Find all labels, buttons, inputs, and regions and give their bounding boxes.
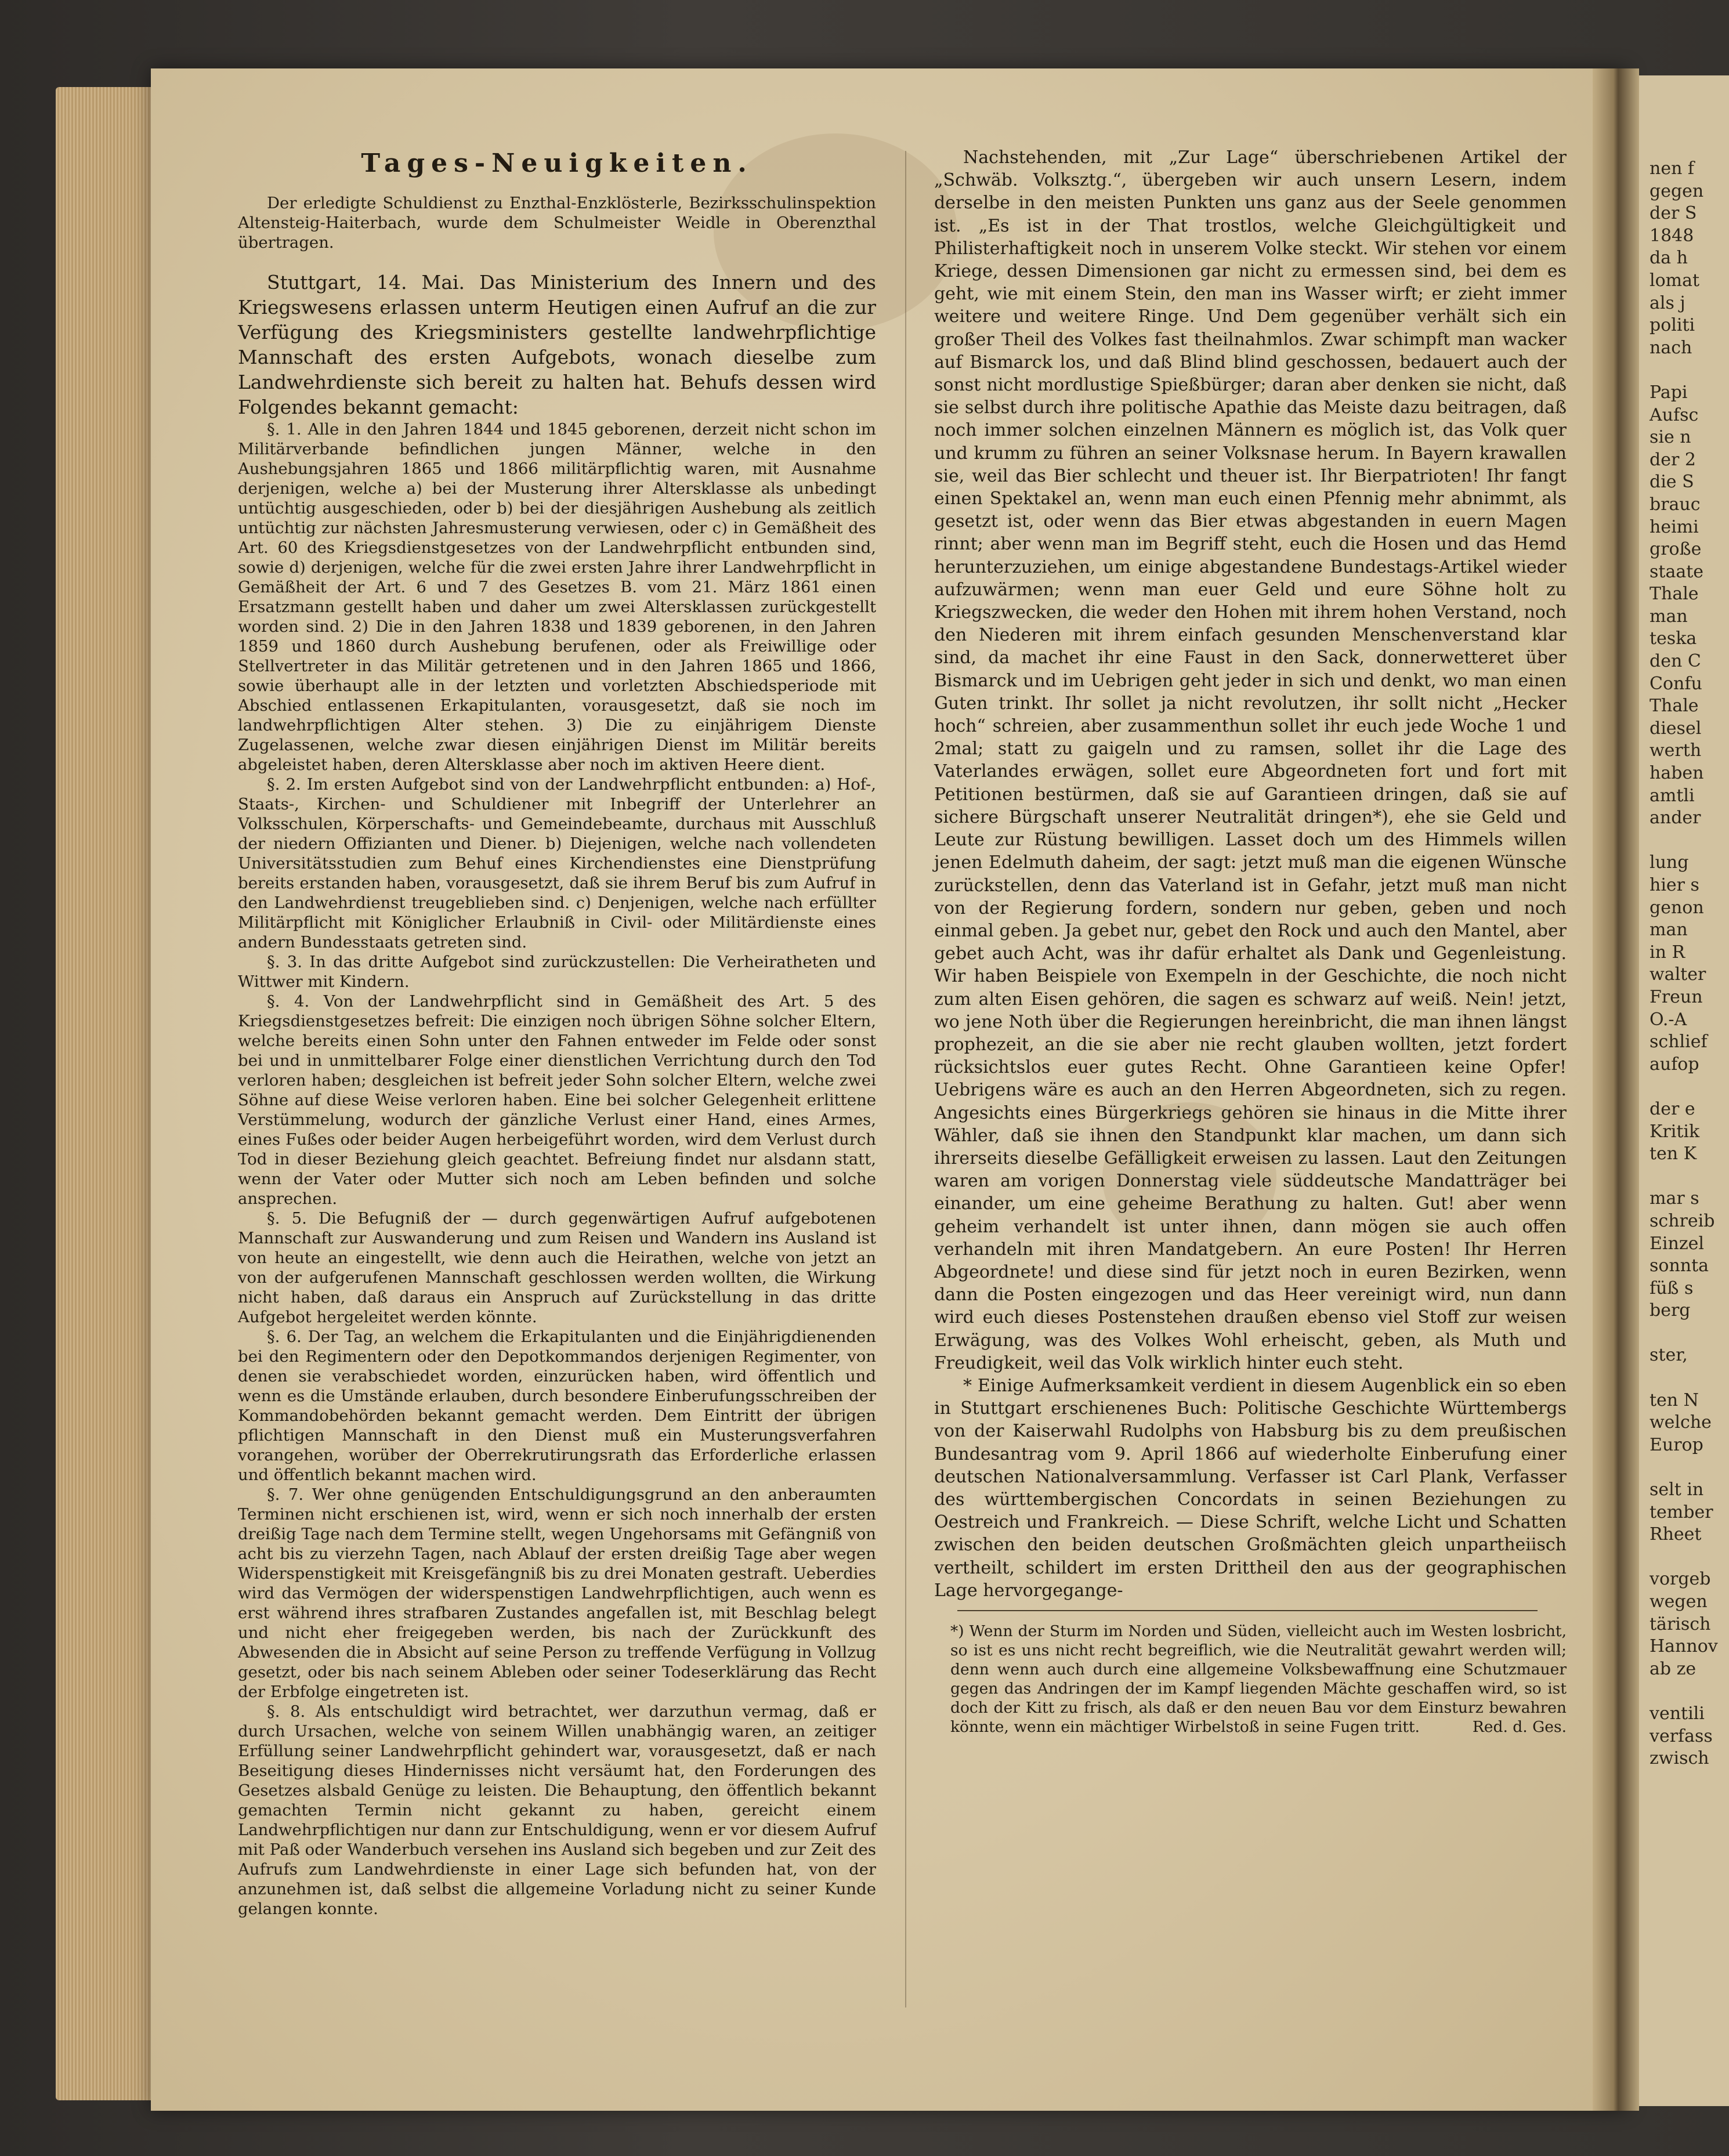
- column-rule: [905, 151, 906, 2007]
- section-paragraph: §. 7. Wer ohne genügenden Entschuldigungsgrund an den anberaumten Terminen nicht erschienen ist, wird, wenn er sich noch innerhalb der ersten dreißig Tage nach dem Termine stellt, wegen Ungehorsams mit Gefängniß von acht bis zu vierzehn Tagen, nach Ablauf der ersten dreißig Tage aber wegen Widerspenstigkeit mit Kreisgefängniß bis zu drei Monaten gestraft. Ueberdies wird das Vermögen der widerspenstigen Landwehrpflichtigen, auch wenn es erst während ihres strafbaren Zustandes angefallen ist, mit Beschlag belegt und nicht eher freigegeben werden, bis nach der Zurückkunft des Abwesenden die in Absicht auf seine Person zu treffende Verfügung in Vollzug gesetzt, oder bis nach seinem Ableben oder seiner Todeserklärung das Recht der Erbfolge eingetreten ist.: [238, 1485, 876, 1701]
- section-paragraph: §. 1. Alle in den Jahren 1844 und 1845 geborenen, derzeit nicht schon im Militärverbande befindlichen jungen Männer, welche in den Aushebungsjahren 1865 und 1866 militärpflichtig waren, mit Ausnahme derjenigen, welche a) bei der Musterung ihrer Altersklasse als unbedingt untüchtig ausgeschieden, oder b) bei der diesjährigen Aushebung als zeitlich untüchtig zur nächsten Jahresmusterung verwiesen, oder c) in Gemäßheit des Art. 60 des Kriegsdienstgesetzes von der Landwehrpflicht entbunden sind, sowie d) derjenigen, welche für die zwei ersten Jahre ihrer Landwehrpflicht in Gemäßheit der Art. 6 und 7 des Gesetzes B. vom 21. März 1861 einen Ersatzmann gestellt haben und daher um zwei Altersklassen zurückgestellt worden sind. 2) Die in den Jahren 1838 und 1839 geborenen, in den Jahren 1859 und 1860 durch Aushebung berufenen, oder als Freiwillige oder Stellvertreter in das Militär getretenen und in den Jahren 1865 und 1866, sowie überhaupt alle in der letzten und vorletzten Abschiedsperiode mit Abschied entlassenen Erkapitulanten, vorausgesetzt, daß sie noch im landwehrpflichtigen Alter stehen. 3) Die zu einjährigem Dienste Zugelassenen, welche zwar diesen einjährigen Dienst im Militär bereits abgeleistet haben, deren Altersklasse aber noch im aktiven Heere dient.: [238, 420, 876, 774]
- section-paragraph: §. 8. Als entschuldigt wird betrachtet, wer darzuthun vermag, daß er durch Ursachen, welche von seinem Willen unabhängig waren, an zeitiger Erfüllung seiner Landwehrpflicht gehindert war, vorausgesetzt, daß er nach Beseitigung dieses Hindernisses nicht versäumt hat, den Forderungen des Gesetzes alsbald Genüge zu leisten. Die Behauptung, den öffentlich bekannt gemachten Termin nicht gekannt zu haben, gereicht einem Landwehrpflichtigen nur dann zur Entschuldigung, wenn er vor diesem Aufruf mit Paß oder Wanderbuch versehen ins Ausland sich begeben und zur Zeit des Aufrufs zum Landwehrdienste in einer Lage sich befunden hat, von der anzunehmen ist, daß selbst die allgemeine Vorladung nicht zu seiner Kunde gelangen konnte.: [238, 1702, 876, 1918]
- footnote-text: *) Wenn der Sturm im Norden und Süden, vielleicht auch im Westen losbricht, so ist es uns nicht recht begreiflich, wie die Neutralität gewahrt werden will; denn wenn auch durch eine allgemeine Volksbewaffnung eine Schutzmauer gegen das Andringen der im Kampf liegenden Mächte geschaffen wird, so ist doch der Kitt zu frisch, als daß er den neuen Bau vor dem Einsturz bewahren könnte, wenn ein mächtiger Wirbelstoß in seine Fugen tritt.: [950, 1622, 1567, 1736]
- right-column: [934, 146, 1567, 1737]
- section-paragraph: §. 4. Von der Landwehrpflicht sind in Gemäßheit des Art. 5 des Kriegsdienstgesetzes befreit: Die einzigen noch übrigen Söhne solcher Eltern, welche bereits einen Sohn unter den Fahnen entweder im Felde oder sonst bei und in unmittelbarer Folge einer dienstlichen Verrichtung durch den Tod verloren haben; desgleichen ist befreit jeder Sohn solcher Eltern, welche zwei Söhne auf diese Weise verloren haben. Eine bei solcher Gelegenheit erlittene Verstümmelung, wodurch der gänzliche Verlust einer Hand, eines Armes, eines Fußes oder beider Augen herbeigeführt worden, wird dem Verlust durch Tod in dieser Beziehung gleich geachtet. Befreiung findet nur alsdann statt, wenn der Vater oder Mutter sich noch am Leben befinden und solche ansprechen.: [238, 992, 876, 1208]
- book-page-edges: [56, 87, 166, 2100]
- book-gutter: [1593, 68, 1639, 2111]
- footnote-divider: [957, 1610, 1538, 1611]
- section-paragraph: §. 6. Der Tag, an welchem die Erkapitulanten und die Einjährigdienenden bei den Regimentern oder den Depotkommandos derjenigen Regimenter, von denen sie verabschiedet worden, einzurücken haben, wird öffentlich und wenn es die Umstände erlauben, durch besondere Einberufungsschreiben der Kommandobehörden bekannt gemacht werden. Dem Eintritt der übrigen pflichtigen Mannschaft in den Dienst muß ein Musterungsverfahren vorangehen, worüber der Oberrekrutirungsrath das Erforderliche erlassen und öffentlich bekannt machen wird.: [238, 1327, 876, 1484]
- left-column: [238, 149, 876, 1919]
- section-paragraph: §. 3. In das dritte Aufgebot sind zurückzustellen: Die Verheiratheten und Wittwer mit Kindern.: [238, 953, 876, 991]
- footnote-signature: Red. d. Ges.: [1472, 1718, 1567, 1736]
- facing-page-text: nen f gegen der S 1848 da h lomat als j politi nach Papi Aufsc sie n der 2 die S brauc heimi große staate Thale man teska den C Confu Thale diesel werth haben amtli ander lung hier s genon man in R walter Freun O.-A schlief aufop der e Kritik ten K mar s schreib Einzel sonnta füß s berg ster, ten N welche Europ selt in tember Rheet vorgeb wegen tärisch Hannov ab ze ventili verfass zwisch: [1650, 158, 1718, 1769]
- section-heading: Tages-Neuigkeiten.: [361, 149, 753, 178]
- section-paragraph: §. 2. Im ersten Aufgebot sind von der Landwehrpflicht entbunden: a) Hof-, Staats-, Kirchen- und Schuldiener mit Inbegriff der Unterlehrer an Volksschulen, Körperschafts- und Gemeindebeamte, durchaus mit Ausschluß der niedern Offizianten und Diener. b) Diejenigen, welche nach vollendeten Universitätsstudien zum Behuf eines Kirchendienstes eine Dienstprüfung bereits erstanden haben, vorausgesetzt, daß sie ihrem Beruf bis zum Aufruf in den Landwehrdienst treugeblieben sind. c) Denjenigen, welche nach erfüllter Militärpflicht mit Königlicher Erlaubniß in Civil- oder Militärdienste eines andern Bundesstaats getreten sind.: [238, 775, 876, 952]
- book-note-paragraph: * Einige Aufmerksamkeit verdient in diesem Augenblick ein so eben in Stuttgart erschienenes Buch: Politische Geschichte Württembergs von der Kaiserwahl Rudolphs von Habsburg bis zu dem preußischen Bundesantrag vom 9. April 1866 auf wiederholte Einberufung einer deutschen Nationalversammlung. Verfasser ist Carl Plank, Verfasser des württembergischen Concordats in seinen Beziehungen zu Oestreich und Frankreich. — Diese Schrift, welche Licht und Schatten zwischen den beiden deutschen Großmächten gleich unpartheiisch vertheilt, schildert im ersten Drittheil den aus der geographischen Lage hervorgegange-: [934, 1375, 1567, 1601]
- news-paragraph: Stuttgart, 14. Mai. Das Ministerium des Innern und des Kriegswesens erlassen unterm Heutigen einen Aufruf an die zur Verfügung des Kriegsministers gestellte landwehrpflichtige Mannschaft des ersten Aufgebots, wonach dieselbe zum Landwehrdienste sich bereit zu halten hat. Behufs dessen wird Folgendes bekannt gemacht:: [238, 271, 876, 418]
- news-paragraph: Der erledigte Schuldienst zu Enzthal-Enzklösterle, Bezirksschulinspektion Altensteig-Haiterbach, wurde dem Schulmeister Weidle in Oberenzthal übertragen.: [238, 194, 876, 252]
- article-paragraph: Nachstehenden, mit „Zur Lage“ überschriebenen Artikel der „Schwäb. Volksztg.“, übergeben wir auch unsern Lesern, indem derselbe in den meisten Punkten uns ganz aus der Seele genommen ist. „Es ist in der That trostlos, welche Gleichgültigkeit und Philisterhaftigkeit noch in unserem Volke steckt. Wir stehen vor einem Kriege, dessen Dimensionen gar nicht zu ermessen sind, bei dem es geht, wie mit einem Stein, den man ins Wasser wirft; er zieht immer weitere und weitere Ringe. Und Dem gegenüber verhält sich ein großer Theil des Volkes fast theilnahmlos. Zwar schimpft man wacker auf Bismarck los, und daß Blind blind geschossen, bedauert auch der sonst nicht mordlustige Spießbürger; daran aber denken sie nicht, daß sie selbst durch ihre politische Apathie das Meiste dazu beitragen, daß noch immer solchen einzelnen Männern es möglich ist, das Volk quer und krumm zu führen an seiner Volksnase herum. In Bayern krawallen sie, weil das Bier schlecht und theuer ist. Ihr Bierpatrioten! Ihr fangt einen Spektakel an, wenn man euch einen Pfennig mehr abnimmt, als gesetzt ist, oder wenn das Bier etwas abgestanden in euern Magen rinnt; aber wenn man im Begriff steht, euch die Hosen und das Hemd herunterzuziehen, um einige abgestandene Bundestags-Artikel wieder aufzuwärmen; wenn man euer Geld und eure Söhne holt zu Kriegszwecken, die weder den Hohen mit ihrem hohen Verstand, noch den Niederen mit ihrem einfach gesunden Menschenverstand klar sind, da machet ihr eine Faust in den Sack, donnerwetteret über Bismarck und im Uebrigen geht jeder in sich und denkt, wo man einen Guten trinkt. Ihr sollet ja nicht revolutzen, ihr sollt nicht „Hecker hoch“ schreien, aber zusammenthun sollet ihr euch jede Woche 1 und 2mal; statt zu gaigeln und zu ramsen, sollet ihr die Lage des Vaterlandes erwägen, sollet eure Abgeordneten fort und fort mit Petitionen bestürmen, daß sie auf Garantieen dringen, daß sie auf sichere Bürgschaft unserer Neutralität dringen*), ehe sie Geld und Leute zur Rüstung bewilligen. Lasset doch um des Himmels willen jenen Edelmuth daheim, der sagt: jetzt muß man die eigenen Wünsche zurückstellen, denn das Vaterland ist in Gefahr, jetzt muß man nicht von der Regierung fordern, sondern nur geben, geben und noch einmal geben. Ja gebet nur, gebet den Rock und auch den Mantel, aber gebet auch Acht, was ihr dafür erhaltet als Dank und Gegenleistung. Wir haben Beispiele von Exempeln in der Geschichte, die noch nicht zum alten Eisen gehören, die sagen es schwarz auf weiß. Nein! jetzt, wo jene Noth über die Regierungen hereinbricht, die man ihnen längst prophezeit, an die sie aber nie recht glauben wollten, jetzt fordert rücksichtslos euer gutes Recht. Ohne Garantieen keine Opfer! Uebrigens wäre es auch an den Herren Abgeordneten, sich zu regen. Angesichts eines Bürgerkriegs gehören sie hinaus in die Mitte ihrer Wähler, daß sie ihnen den Standpunkt klar machen, um dann sich ihrerseits dieselbe Gefälligkeit erweisen zu lassen. Laut den Zeitungen waren am vorigen Donnerstag viele süddeutsche Mandatträger bei einander, um eine geheime Berathung zu halten. Gut! aber wenn geheim verhandelt ist unter ihnen, dann mögen sie auch offen verhandeln mit ihren Mandatgebern. An eure Posten! Ihr Herren Abgeordnete! und diese sind für jetzt noch in euren Bezirken, wenn dann die Posten eingezogen und das Heer vereinigt wird, nun dann wird euch dieses Postenstehen draußen ebenso viel Stoff zur weisen Erwägung, was des Volkes Wohl erheischt, geben, als Muth und Freudigkeit, weil das Volk wirklich hinter euch steht.: [934, 147, 1567, 1373]
- footnote: [934, 1622, 1567, 1737]
- facing-page: [1639, 75, 1729, 2106]
- section-paragraph: §. 5. Die Befugniß der — durch gegenwärtigen Aufruf aufgebotenen Mannschaft zur Auswanderung und zum Reisen und Wandern ins Ausland ist von heute an eingestellt, wie denn auch die Heirathen, welche von jetzt an von der aufgerufenen Mannschaft geschlossen werden wollten, die Wirkung nicht haben, daß daraus ein Anspruch auf Zurückstellung in das dritte Aufgebot hergeleitet werden könnte.: [238, 1209, 876, 1326]
